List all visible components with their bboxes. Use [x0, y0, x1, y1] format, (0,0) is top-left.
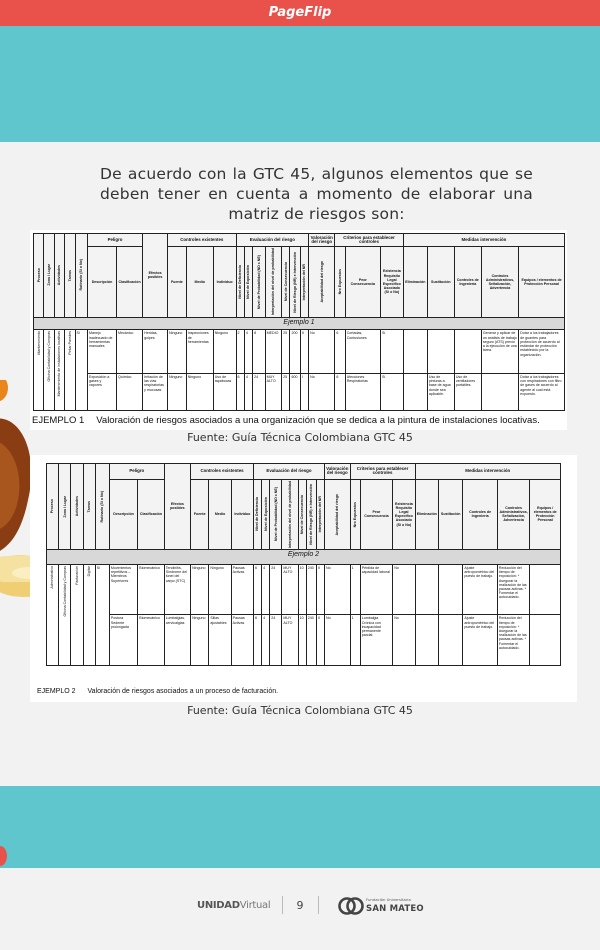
- table-cell: Mantenimiento: [36, 331, 41, 356]
- table-cell: Ninguno: [209, 564, 231, 614]
- table-cell: [439, 564, 463, 614]
- table-cell: Zona / Lugar: [62, 495, 67, 518]
- table-cell: Mecánico: [117, 330, 143, 373]
- header-nr: Nivel de Riesgo (NR) e Intervención: [293, 251, 298, 313]
- table-cell: 6: [254, 564, 262, 614]
- table-cell: Nivel de Deficiencia: [255, 497, 260, 532]
- figure-1-caption-text: Valoración de riesgos asociados a una organización que se dedica a la pintura de instalaciones locativas.: [96, 415, 540, 426]
- table-cell: Ajuste antropométrico del puesto de trabajo.: [463, 564, 498, 614]
- table-cell: Pausas Activas: [231, 615, 253, 666]
- table-cell: Lumbalgia Crónica con incapacidad permanente parcial.: [360, 615, 392, 666]
- table-cell: Biomecánico: [138, 564, 164, 614]
- table-header-cell: [34, 234, 44, 318]
- table-cell: Nro Expuestos: [353, 501, 358, 527]
- table-cell: [427, 330, 454, 373]
- table-cell: Biomecánico: [138, 615, 164, 666]
- table-cell: Equipos / elementos de Protección Personal: [530, 479, 561, 549]
- page-number: 9: [296, 899, 304, 912]
- table-cell: [83, 564, 95, 665]
- table-cell: 6: [236, 373, 244, 410]
- table-cell: [415, 615, 439, 666]
- table-cell: 10: [298, 615, 306, 666]
- table-cell: Medidas intervención: [415, 464, 560, 480]
- table-cell: [71, 564, 83, 665]
- table-cell: MEDIO: [265, 330, 282, 373]
- table-header-cell: [71, 464, 83, 550]
- header-medio: Medio: [186, 247, 213, 317]
- table-cell: Generar y aplicar de un análisis de trabajo seguro (ATS) previo a la ejecución de una tarea.: [481, 330, 518, 373]
- table-row: [47, 564, 561, 614]
- table-cell: 8: [253, 330, 265, 373]
- table-cell: 240: [306, 564, 316, 614]
- table-cell: 24: [253, 373, 265, 410]
- table-cell: 240: [306, 615, 316, 666]
- header-nd: Nivel de Deficiencia: [238, 265, 243, 299]
- header-requisito-legal: Existencia Requisito Legal Específico Asociado (Si o No): [380, 247, 403, 317]
- example-2-label: Ejemplo 2: [47, 549, 561, 564]
- table-cell: 25: [282, 330, 290, 373]
- table-cell: MUY ALTO: [282, 564, 298, 614]
- table-cell: [439, 615, 463, 666]
- table-row: [47, 615, 561, 666]
- figure-1-risk-matrix: [30, 230, 567, 430]
- table-cell: Administrativo: [50, 565, 55, 589]
- table-cell: Afecciones Respiratorias: [345, 373, 380, 410]
- table-cell: [481, 373, 518, 410]
- pageflip-brand: PageFlip: [268, 5, 332, 20]
- table-cell: Nivel de Consecuencia: [300, 494, 305, 534]
- table-cell: Sí: [380, 373, 403, 410]
- table-header-cell: [324, 479, 350, 549]
- table-cell: 600: [290, 373, 300, 410]
- table-cell: [403, 330, 427, 373]
- table-cell: Químico: [117, 373, 143, 410]
- table-cell: Tendinitis, Síndrome del túnel del carpo (STC): [164, 564, 190, 614]
- header-proceso: Proceso: [36, 268, 41, 283]
- table-header-cell: [65, 234, 75, 318]
- table-header-cell: [316, 479, 324, 549]
- decorative-red-shape: [0, 845, 8, 867]
- table-cell: Inspecciones de herramientas: [186, 330, 213, 373]
- header-tareas: Tareas: [67, 269, 72, 281]
- table-cell: [54, 330, 64, 411]
- table-cell: No: [309, 330, 335, 373]
- header-sustitucion: Sustitución: [427, 247, 454, 317]
- table-cell: No: [393, 564, 415, 614]
- table-cell: Dotar a los trabajadores con respiradores con filtro de gases de acuerdo al agente al cual está expuesto.: [519, 373, 565, 410]
- table-cell: Uso de tapabocas: [213, 373, 236, 410]
- page-footer: [0, 868, 600, 950]
- table-cell: [403, 373, 427, 410]
- table-cell: 10: [298, 564, 306, 614]
- table-cell: Ninguno: [191, 564, 209, 614]
- table-cell: Pérdida de capacidad laboral: [360, 564, 392, 614]
- table-cell: [34, 330, 44, 411]
- table-cell: Reducción del tiempo de exposición: * Asegurar la realización de las pausas activas. * Fomentar el autocuidado.: [497, 564, 529, 614]
- table-cell: Oficina Contabilidad y Compras: [46, 331, 51, 383]
- table-cell: Ninguno: [168, 373, 187, 410]
- table-row: [34, 330, 565, 373]
- table-header-cell: [290, 247, 300, 317]
- header-rutinario: Rutinario (Si o No): [79, 259, 84, 292]
- table-cell: Peor Consecuencia: [360, 479, 392, 549]
- table-cell: [454, 330, 481, 373]
- table-cell: Efectos posibles: [164, 464, 190, 550]
- header-descripcion: Descripción: [87, 247, 116, 317]
- table-header-cell: [282, 479, 298, 549]
- table-cell: 6: [254, 615, 262, 666]
- table-row: [34, 373, 565, 410]
- table-cell: Controles existentes: [191, 464, 254, 480]
- table-cell: Clasificación: [138, 479, 164, 549]
- table-cell: MUY ALTO: [265, 373, 282, 410]
- footer-divider: [318, 896, 319, 914]
- figure-2-caption-text: Valoración de riesgos asociados a un proceso de facturación.: [87, 688, 279, 695]
- table-cell: Sí: [380, 330, 403, 373]
- table-header-cell: [298, 479, 306, 549]
- table-header-cell: [75, 234, 87, 318]
- table-cell: Si: [95, 564, 109, 665]
- table-cell: II: [316, 564, 324, 614]
- header-criterios: Criterios para establecer controles: [335, 234, 403, 247]
- table-header-cell: [83, 464, 95, 550]
- header-peligro: Peligro: [87, 234, 142, 247]
- table-cell: Ninguno: [213, 330, 236, 373]
- table-header-cell: [59, 464, 71, 550]
- table-cell: No: [393, 615, 415, 666]
- table-cell: Postura Sedente prolongada: [109, 615, 137, 666]
- table-cell: Ninguno: [168, 330, 187, 373]
- table-cell: Heridas, golpes: [143, 330, 168, 373]
- header-ingenieria: Controles de Ingeniería: [454, 247, 481, 317]
- table-cell: [44, 330, 54, 411]
- table-header-cell: [309, 247, 335, 317]
- table-cell: No: [324, 564, 350, 614]
- table-cell: Actividades: [74, 496, 79, 517]
- table-cell: Uso de ventiladores portátiles.: [454, 373, 481, 410]
- table-cell: Movimientos repetitivos – Miembros Superiores: [109, 564, 137, 614]
- table-cell: Mantenimiento de instalaciones locativas: [57, 331, 62, 397]
- header-interp-nr: Interpretación del NR: [302, 263, 307, 301]
- table-cell: [59, 564, 71, 665]
- table-header-cell: [254, 479, 262, 549]
- table-cell: Medio: [209, 479, 231, 549]
- table-cell: Aceptabilidad del riesgo: [335, 493, 340, 536]
- header-peor-consecuencia: Peor Consecuencia: [345, 247, 380, 317]
- table-cell: Peligro: [109, 464, 164, 480]
- header-np: Nivel de Probabilidad (ND x NE): [256, 254, 261, 310]
- san-mateo-logo: [338, 895, 428, 917]
- table-cell: Pintar Paredes: [67, 331, 72, 356]
- table-cell: II: [300, 330, 308, 373]
- table-cell: Irritación de las vías respiratorias y mucosas: [143, 373, 168, 410]
- header-epp: Equipos / elementos de Protección Personal: [519, 247, 565, 317]
- intro-paragraph: De acuerdo con la GTC 45, algunos elementos que se deben tener en cuenta a momento de elaborar una matriz de riesgos son:: [100, 165, 533, 223]
- header-individuo: Individuo: [213, 247, 236, 317]
- unidad-virtual-logo: [197, 900, 270, 911]
- example-1-label: Ejemplo 1: [34, 317, 565, 330]
- table-header-cell: [306, 479, 316, 549]
- table-cell: Controles Administrativos, Señalización, Advertencia: [497, 479, 529, 549]
- figure-2-caption-label: EJEMPLO 2: [37, 688, 76, 695]
- table-cell: Ninguno: [191, 615, 209, 666]
- figure-1-source: Fuente: Guía Técnica Colombiana GTC 45: [187, 431, 413, 444]
- table-cell: No: [324, 615, 350, 666]
- header-zona: Zona / Lugar: [46, 264, 51, 287]
- footer-divider: [282, 896, 283, 914]
- table-cell: [47, 564, 59, 665]
- table-header-cell: [350, 479, 360, 549]
- table-cell: Lumbalgias, cervicalgias: [164, 615, 190, 666]
- header-administrativos: Controles Administrativos, Señalización, Advertencia: [481, 247, 518, 317]
- unidad-logo-light: Virtual: [239, 900, 271, 911]
- table-cell: Proceso: [50, 499, 55, 514]
- table-header-cell: [44, 234, 54, 318]
- top-teal-band: [0, 26, 600, 142]
- table-cell: Nivel de Probabilidad (ND x NE): [273, 487, 278, 542]
- table-cell: Fuente: [191, 479, 209, 549]
- table-cell: 4: [262, 564, 270, 614]
- table-cell: 2: [236, 330, 244, 373]
- table-cell: Interpretación del NR: [318, 496, 323, 533]
- table-cell: Dotar a los trabajadores de guantes para protección de acuerdo al estándar de protección establecido por la organización.: [519, 330, 565, 373]
- figure-2-risk-matrix: [30, 455, 577, 702]
- header-ne: Nivel de Exposición: [246, 265, 251, 299]
- table-cell: Oficina Contabilidad y Compras: [62, 565, 67, 617]
- table-header-cell: [54, 234, 64, 318]
- table-cell: Digitar: [87, 565, 91, 577]
- table-cell: 6: [335, 330, 345, 373]
- table-header-cell: [262, 479, 270, 549]
- table-cell: Facturación: [74, 565, 79, 585]
- table-header-cell: [95, 464, 109, 550]
- table-cell: Pausas Activas: [231, 564, 253, 614]
- table-cell: Sustitución: [439, 479, 463, 549]
- table-cell: II: [316, 615, 324, 666]
- table-header-cell: [253, 247, 265, 317]
- table-cell: 4: [244, 330, 252, 373]
- table-cell: Valoración del riesgo: [324, 464, 350, 480]
- table-cell: Nivel de Exposición: [263, 497, 268, 532]
- table-cell: Ajuste antropométrico del puesto de trabajo.: [463, 615, 498, 666]
- header-medidas: Medidas intervención: [403, 234, 564, 247]
- table-cell: Interpretación del nivel de probabilidad: [287, 480, 292, 548]
- header-efectos: Efectos posibles: [143, 234, 168, 318]
- header-controles: Controles existentes: [168, 234, 236, 247]
- bottom-teal-band: [0, 786, 600, 868]
- table-cell: Manejo inadecuado de herramientas manuales: [87, 330, 116, 373]
- table-cell: Descripción: [109, 479, 137, 549]
- header-nc: Nivel de Consecuencia: [283, 262, 288, 302]
- table-cell: Tareas: [87, 500, 91, 513]
- figure-2-source: Fuente: Guía Técnica Colombiana GTC 45: [187, 704, 413, 717]
- table-cell: Reducción del tiempo de exposición: * Asegurar la realización de las pausas activas. * Fomentar el autocuidado.: [497, 615, 529, 666]
- table-cell: No: [309, 373, 335, 410]
- figure-1-caption: [32, 415, 540, 426]
- table-cell: 200: [290, 330, 300, 373]
- risk-matrix-table-1: [33, 233, 565, 411]
- table-cell: 6: [335, 373, 345, 410]
- table-cell: Individuo: [231, 479, 253, 549]
- header-aceptabilidad: Aceptabilidad del riesgo: [319, 261, 324, 303]
- table-cell: Eliminación: [415, 479, 439, 549]
- san-mateo-emblem-icon: [338, 896, 364, 916]
- table-cell: Uso de pinturas a base de agua donde sea aplicable.: [427, 373, 454, 410]
- table-header-cell: [300, 247, 308, 317]
- table-cell: 24: [270, 564, 282, 614]
- header-actividades: Actividades: [57, 265, 62, 286]
- institution-small-text: Fundación Universitaria: [366, 897, 411, 902]
- header-valoracion: Valoración del riesgo: [309, 234, 335, 247]
- header-fuente: Fuente: [168, 247, 187, 317]
- pageflip-brand-bar: [0, 0, 600, 26]
- table-cell: 4: [262, 615, 270, 666]
- table-cell: [530, 615, 561, 666]
- table-header-cell: [335, 247, 345, 317]
- table-cell: I: [300, 373, 308, 410]
- table-cell: Ninguno: [186, 373, 213, 410]
- table-cell: [530, 564, 561, 614]
- table-cell: Existencia Requisito Legal Específico Asociado (Si o No): [393, 479, 415, 549]
- table-cell: 1: [350, 564, 360, 614]
- table-cell: Cortadas, Contusiones: [345, 330, 380, 373]
- unidad-logo-bold: UNIDAD: [197, 900, 240, 911]
- figure-2-caption: [37, 688, 278, 695]
- table-cell: 25: [282, 373, 290, 410]
- header-clasificacion: Clasificación: [117, 247, 143, 317]
- table-header-cell: [265, 247, 282, 317]
- table-cell: [415, 564, 439, 614]
- header-eliminacion: Eliminación: [403, 247, 427, 317]
- table-cell: 24: [270, 615, 282, 666]
- table-cell: Exposición a gases y vapores: [87, 373, 116, 410]
- table-cell: Sillas ajustables: [209, 615, 231, 666]
- header-evaluacion: Evaluación del riesgo: [236, 234, 309, 247]
- table-cell: MUY ALTO: [282, 615, 298, 666]
- table-cell: Nivel de Riesgo (NR) e Intervención: [309, 483, 314, 545]
- table-cell: [65, 330, 75, 411]
- table-cell: Rutinario (Si o No): [100, 490, 105, 523]
- header-n-expuestos: Nro Expuestos: [337, 269, 342, 295]
- table-header-cell: [236, 247, 244, 317]
- header-interp-np: Interpretación del nivel de probabilidad: [271, 248, 276, 316]
- table-cell: Criterios para establecer controles: [350, 464, 415, 480]
- table-header-cell: [270, 479, 282, 549]
- table-cell: Si: [75, 330, 87, 411]
- figure-1-caption-label: EJEMPLO 1: [32, 415, 85, 426]
- table-header-cell: [244, 247, 252, 317]
- table-cell: 1: [350, 615, 360, 666]
- table-cell: 4: [244, 373, 252, 410]
- risk-matrix-table-2: [46, 463, 561, 666]
- table-header-cell: [47, 464, 59, 550]
- institution-name: SAN MATEO: [366, 904, 424, 914]
- table-cell: Controles de Ingeniería: [463, 479, 498, 549]
- table-cell: Evaluación del riesgo: [254, 464, 325, 480]
- table-header-cell: [282, 247, 290, 317]
